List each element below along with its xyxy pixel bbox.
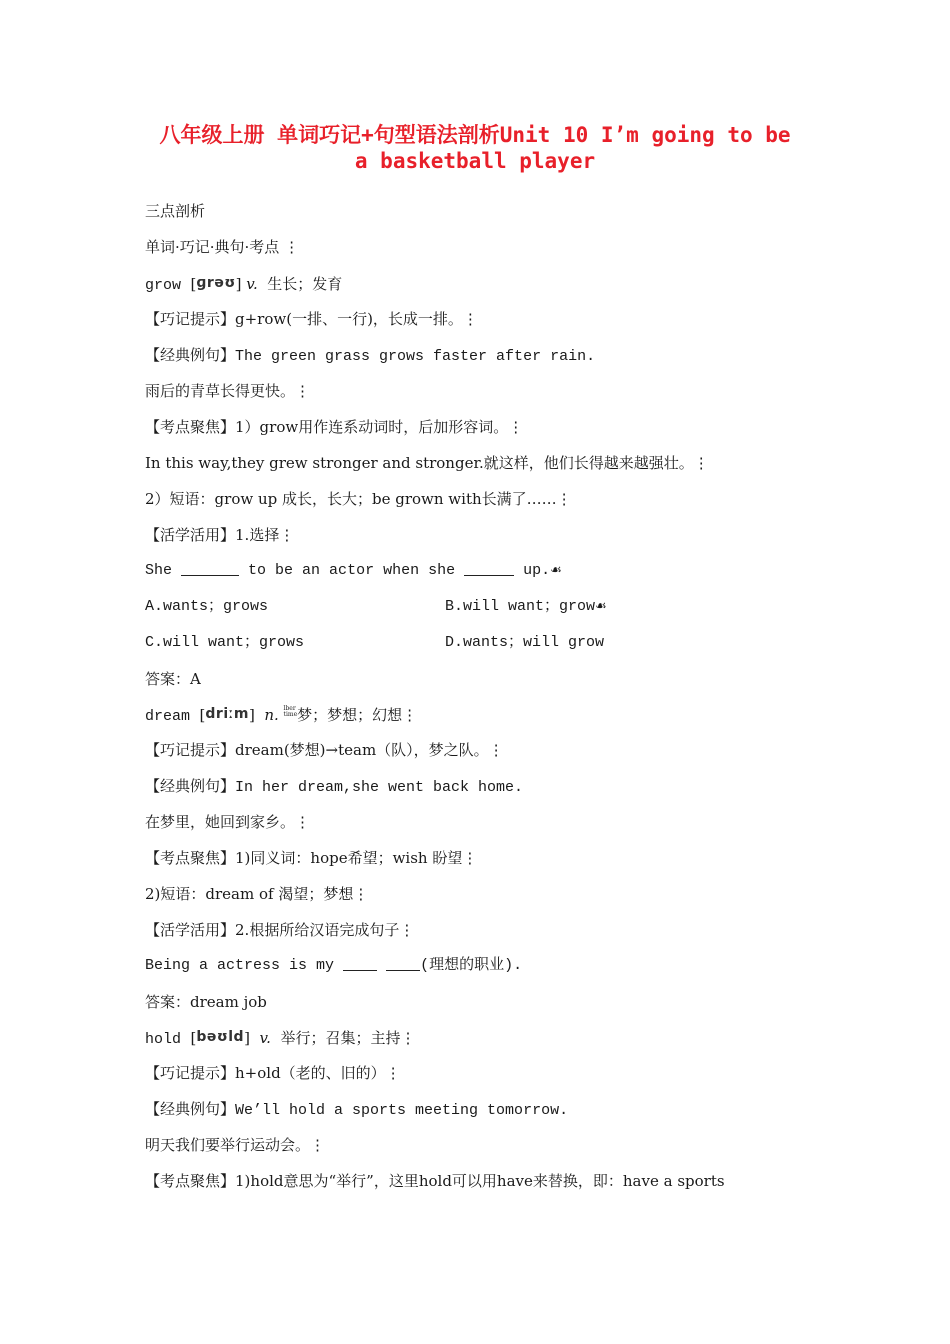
phonetic-transcription: ɡrəʊ	[196, 275, 236, 291]
part-of-speech: v.	[259, 1029, 271, 1047]
focus-label: 【考点聚焦】	[145, 1172, 236, 1190]
option-b-text: B.will want；grow	[445, 598, 596, 615]
dream-focus-2: 2)短语：dream of 渴望；梦想⋮	[145, 885, 369, 903]
option-d: D.wants；will grow	[445, 634, 605, 651]
example-sentence: The green grass grows faster after rain.	[235, 348, 596, 365]
hold-example	[145, 1099, 568, 1121]
entry-hold-headword: hold [bəʊld] v. 举行；召集；主持⋮	[145, 1029, 416, 1048]
answer-blank-2[interactable]	[464, 561, 514, 576]
focus-label: 【考点聚焦】	[145, 849, 236, 867]
tiny-annotation-top: lber	[283, 705, 296, 712]
part-of-speech: n.	[264, 706, 279, 724]
question-part-a: She	[145, 562, 173, 579]
tiny-annotation-bottom: time	[283, 711, 298, 718]
tip-label: 【巧记提示】	[145, 741, 236, 759]
tip-text: h+old（老的、旧的）⋮	[235, 1064, 401, 1082]
subsection-heading: 单词·巧记·典句·考点 ⋮	[145, 238, 300, 256]
tiny-annotation	[284, 706, 298, 718]
focus-label: 【考点聚焦】	[145, 418, 236, 436]
entry-grow-headword: grow [ɡrəʊ] v. 生长；发育	[145, 275, 343, 294]
grow-focus-example: In this way,they grew stronger and stronger.就这样，他们长得越来越强壮。⋮	[145, 454, 709, 472]
option-c: C.will want；grows	[145, 634, 305, 651]
grow-example	[145, 345, 595, 367]
sentence-part-b: (理想的职业).	[420, 957, 523, 974]
word-meaning: 生长；发育	[267, 275, 343, 293]
example-sentence: In her dream,she went back home.	[235, 779, 524, 796]
practice-label: 【活学活用】	[145, 526, 236, 544]
hold-focus-1	[145, 1171, 725, 1191]
decorative-mark-icon: ☙	[595, 599, 607, 614]
headword: hold	[145, 1031, 182, 1048]
document-title	[80, 122, 870, 174]
headword: dream	[145, 708, 191, 725]
option-b	[445, 597, 607, 617]
question-part-b: to be an actor when she	[248, 562, 456, 579]
headword: grow	[145, 277, 182, 294]
example-label: 【经典例句】	[145, 1100, 236, 1118]
tip-label: 【巧记提示】	[145, 310, 236, 328]
grow-focus-1	[145, 417, 523, 437]
grow-practice	[145, 525, 294, 545]
dream-translation: 在梦里，她回到家乡。⋮	[145, 813, 311, 831]
practice-text: 2.根据所给汉语完成句子⋮	[235, 921, 415, 939]
grow-question	[145, 561, 562, 581]
tip-text: g+row(一排、一行)，长成一排。⋮	[235, 310, 478, 328]
answer-blank-1[interactable]	[343, 956, 377, 971]
entry-dream-headword: dream [driːm] n. lber time梦；梦想；幻想⋮	[145, 705, 418, 725]
focus-text: 1)hold意思为“举行”，这里hold可以用have来替换，即：have a sports	[235, 1172, 725, 1190]
dream-sentence	[145, 956, 522, 976]
practice-text: 1.选择⋮	[235, 526, 295, 544]
section-heading: 三点剖析	[145, 202, 206, 220]
dream-practice	[145, 920, 414, 940]
word-meaning: 举行；召集；主持⋮	[280, 1029, 416, 1047]
title-line-1: 八年级上册 单词巧记+句型语法剖析Unit 10 I’m going to be	[159, 123, 791, 147]
answer-blank-2[interactable]	[386, 956, 420, 971]
hold-tip	[145, 1063, 401, 1083]
option-a: A.wants；grows	[145, 598, 269, 615]
tip-label: 【巧记提示】	[145, 1064, 236, 1082]
decorative-mark-icon: ☙	[550, 563, 562, 578]
grow-focus-2: 2）短语：grow up 成长，长大；be grown with长满了……⋮	[145, 490, 572, 508]
focus-text: 1）grow用作连系动词时，后加形容词。⋮	[235, 418, 524, 436]
grow-translation: 雨后的青草长得更快。⋮	[145, 382, 311, 400]
sentence-part-a: Being a actress is my	[145, 957, 335, 974]
phonetic-transcription: bəʊld	[196, 1029, 245, 1045]
title-line-2: a basketball player	[354, 149, 596, 173]
phonetic-transcription: driːm	[205, 706, 249, 722]
example-label: 【经典例句】	[145, 777, 236, 795]
question-part-c: up.	[523, 562, 551, 579]
focus-text: 1)同义词：hope希望；wish 盼望⋮	[235, 849, 478, 867]
dream-focus-1	[145, 848, 477, 868]
example-label: 【经典例句】	[145, 346, 236, 364]
word-meaning: 梦；梦想；幻想⋮	[297, 706, 418, 724]
dream-tip	[145, 740, 504, 760]
grow-tip	[145, 309, 478, 329]
answer-blank-1[interactable]	[181, 561, 239, 576]
tip-text: dream(梦想)→team（队），梦之队。⋮	[235, 741, 504, 759]
practice-label: 【活学活用】	[145, 921, 236, 939]
dream-example	[145, 776, 523, 798]
hold-translation: 明天我们要举行运动会。⋮	[145, 1136, 326, 1154]
dream-answer: 答案：dream job	[145, 993, 267, 1011]
example-sentence: We’ll hold a sports meeting tomorrow.	[235, 1102, 569, 1119]
part-of-speech: v.	[246, 275, 258, 293]
grow-answer: 答案：A	[145, 670, 201, 688]
